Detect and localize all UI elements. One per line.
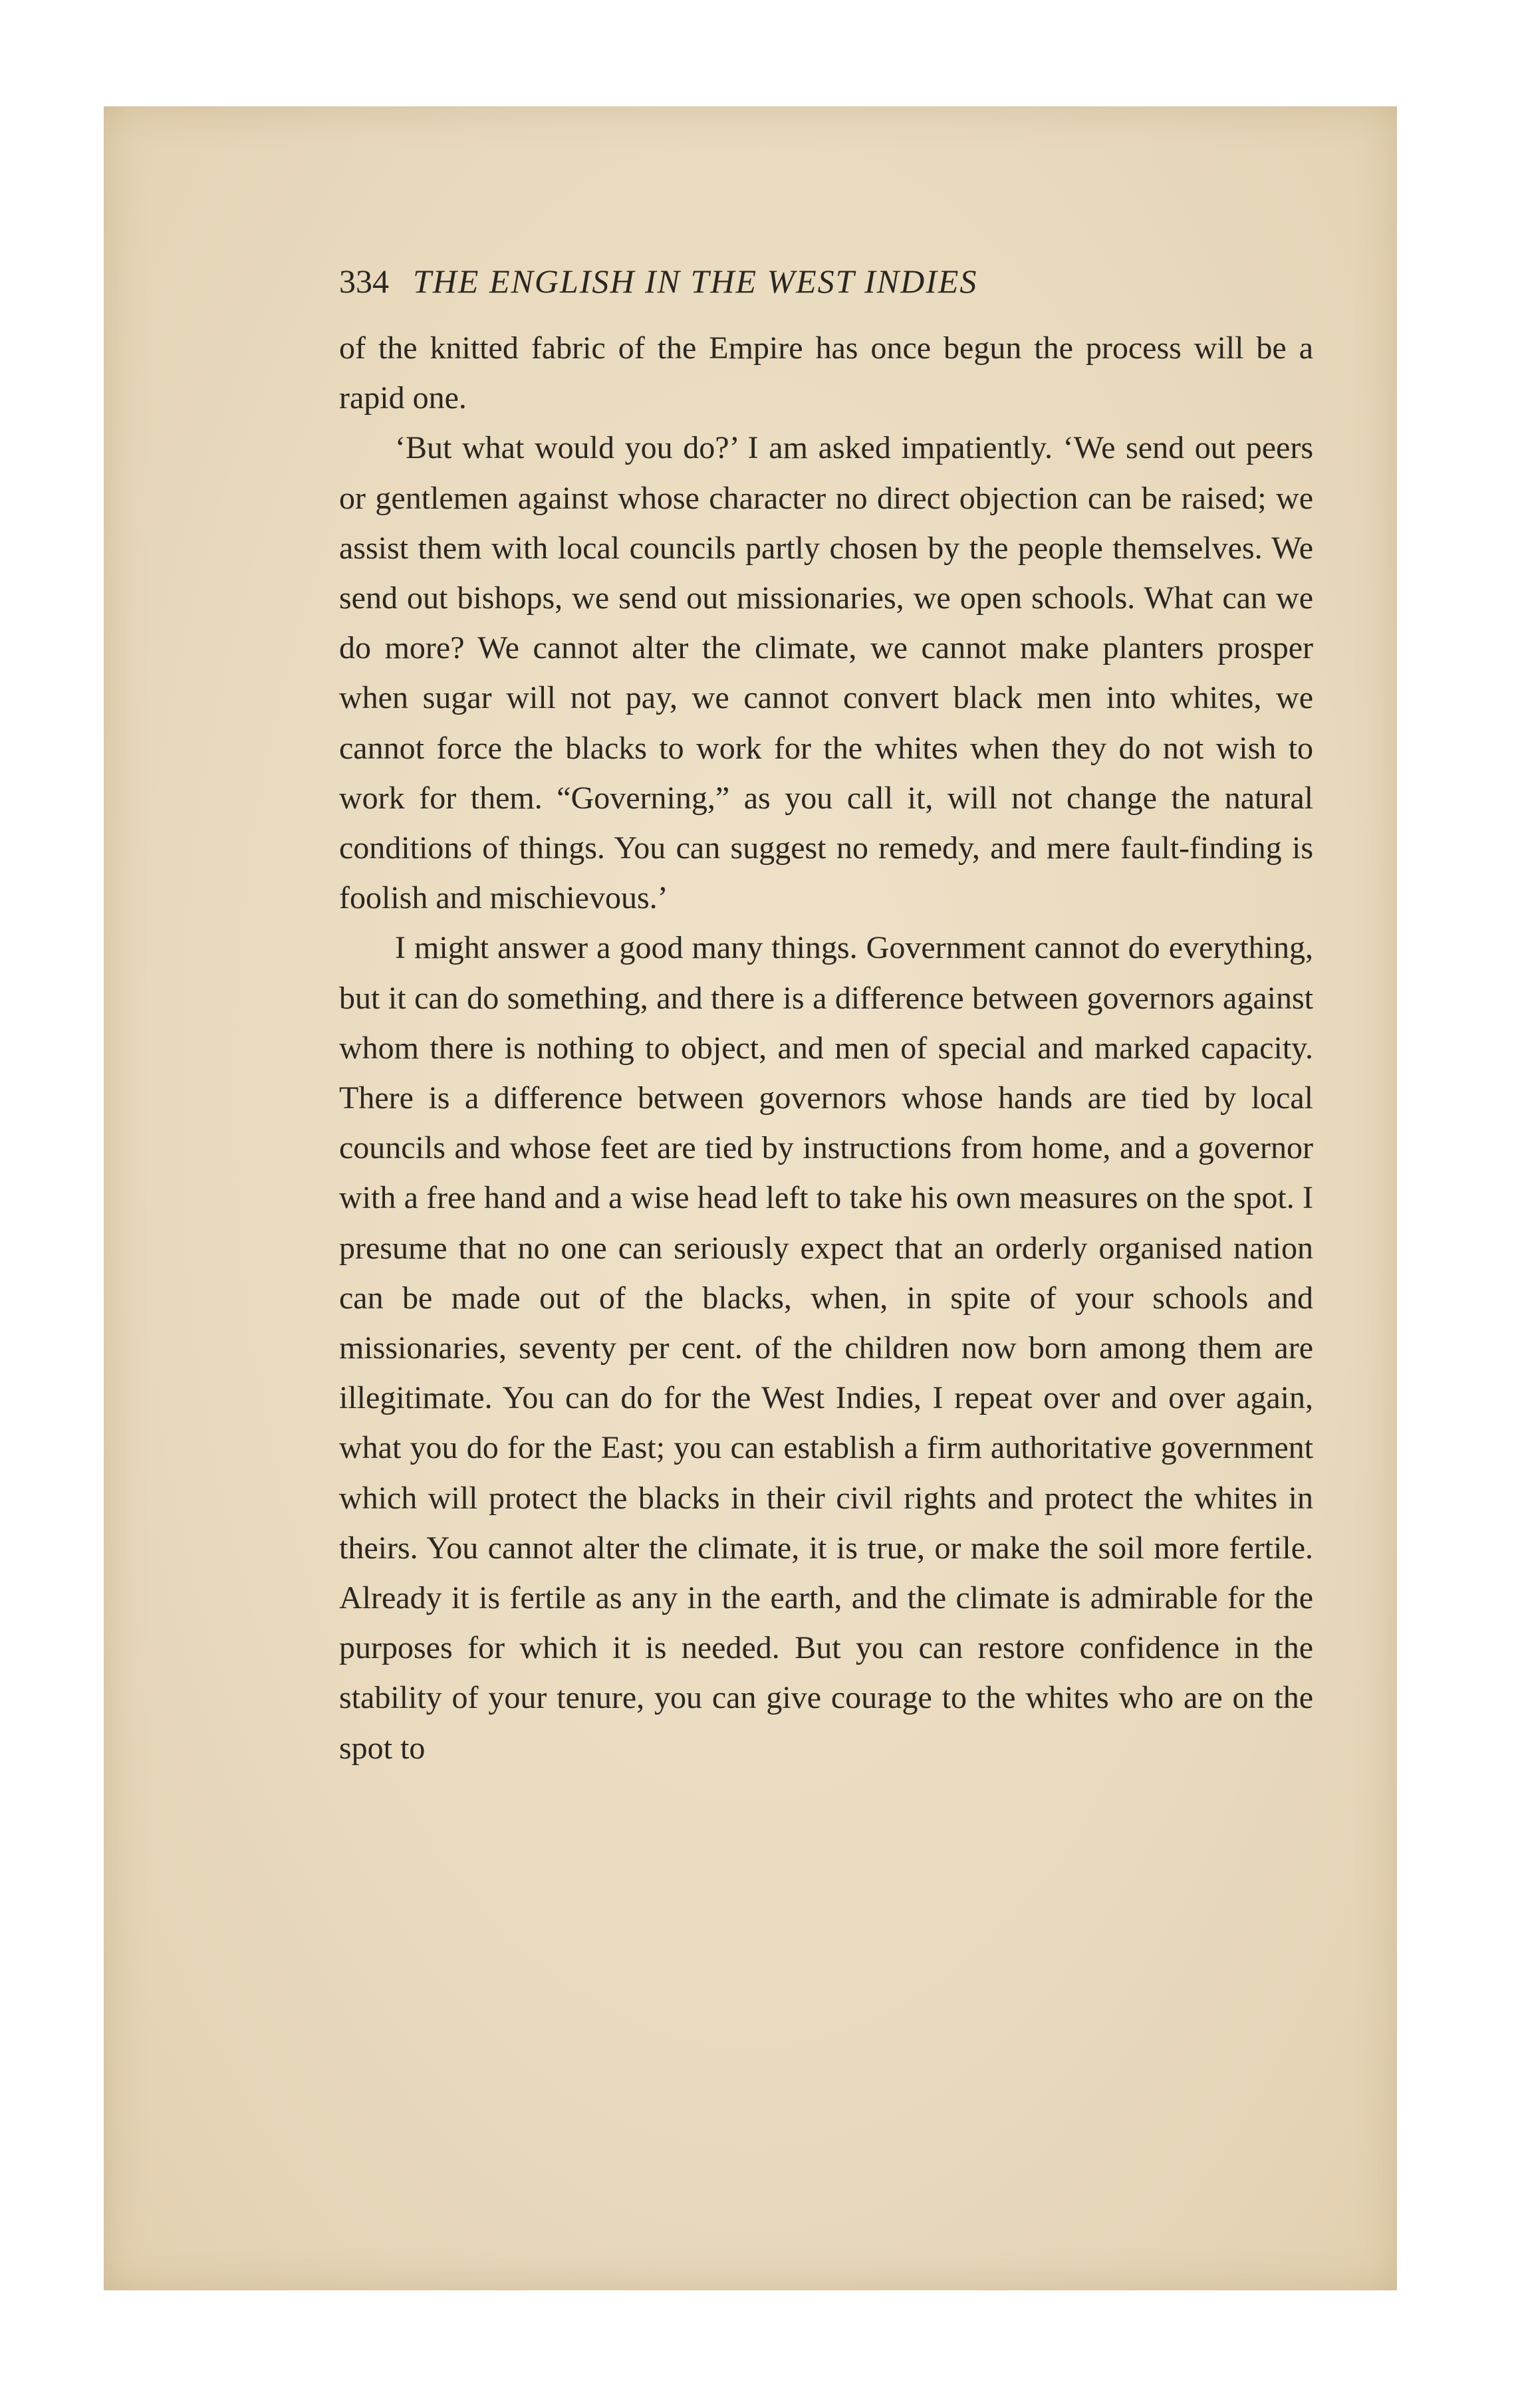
running-title: THE ENGLISH IN THE WEST INDIES — [413, 263, 978, 300]
running-head — [339, 258, 1223, 304]
body-text — [339, 323, 1313, 1773]
paragraph-answer: I might answer a good many things. Government cannot do everything, but it can do something, and there is a difference between governors against whom there is nothing to object, and men of special and marked capacity. There is a difference between governors whose hands are tied by local councils and whose feet are tied by instructions from home, and a governor with a free hand and a wise head left to take his own measures on the spot. I presume that no one can seriously expect that an orderly organised nation can be made out of the blacks, when, in spite of your schools and missionaries, seventy per cent. of the children now born among them are illegitimate. You can do for the West Indies, I repeat over and over again, what you do for the East; you can establish a firm authoritative government which will protect the blacks in their civil rights and protect the whites in theirs. You cannot alter the climate, it is true, or make the soil more fertile. Already it is fertile as any in the earth, and the climate is admirable for the purposes for which it is needed. But you can restore confidence in the stability of your tenure, you can give courage to the whites who are on the spot to — [339, 930, 1313, 1766]
page-number: 334 — [339, 263, 389, 300]
paragraph-continuation: of the knitted fabric of the Empire has once begun the process will be a rapid one. — [339, 330, 1313, 416]
paragraph-dialogue: ‘But what would you do?’ I am asked impatiently. ‘We send out peers or gentlemen against whose character no direct objection can be raised; we assist them with local councils partly chosen by the people themselves. We send out bishops, we send out missionaries, we open schools. What can we do more? We cannot alter the climate, we cannot make planters prosper when sugar will not pay, we cannot convert black men into whites, we cannot force the blacks to work for the whites when they do not wish to work for them. “Governing,” as you call it, will not change the natural conditions of things. You can suggest no remedy, and mere fault-finding is foolish and mischievous.’ — [339, 430, 1313, 916]
